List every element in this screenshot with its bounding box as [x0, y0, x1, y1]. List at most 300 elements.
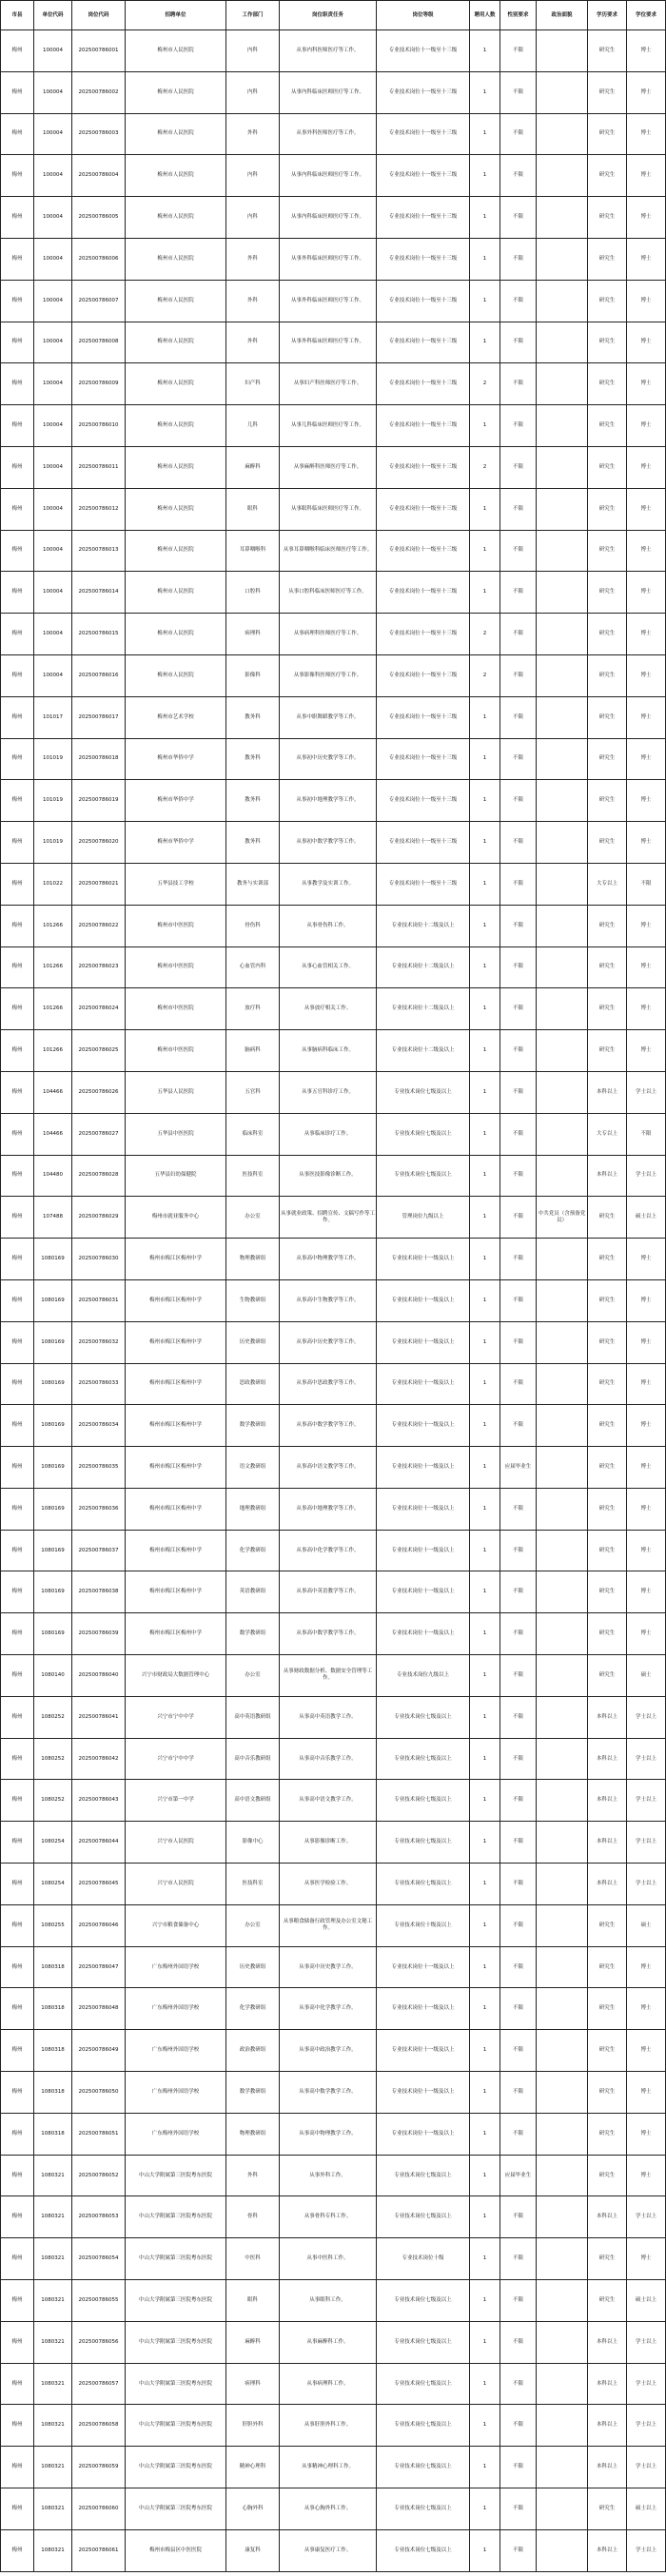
table-body	[1, 30, 666, 2572]
cell-gender: 不限	[500, 2363, 537, 2405]
table-row	[1, 572, 666, 614]
cell-unit-code: 1080169	[34, 1613, 72, 1655]
table-row	[1, 1738, 666, 1780]
cell-grade: 专业技术岗位十一级至十三级	[377, 696, 470, 738]
cell-gender: 不限	[500, 1738, 537, 1780]
cell-grade: 专业技术岗位十一级至十三级	[377, 446, 470, 488]
cell-degree: 博士	[627, 446, 666, 488]
cell-unit-code: 1080321	[34, 2321, 72, 2363]
cell-employer: 广东梅州外国语学校	[126, 2072, 226, 2114]
cell-headcount: 1	[470, 2280, 500, 2322]
cell-employer: 中山大学附属第三医院粤东医院	[126, 2447, 226, 2488]
cell-headcount: 1	[470, 572, 500, 614]
cell-duties: 从事高中化学教学工作。	[280, 1988, 377, 2030]
cell-unit-code: 101019	[34, 780, 72, 822]
cell-gender: 不限	[500, 1780, 537, 1822]
cell-political	[537, 280, 588, 322]
cell-political	[537, 1488, 588, 1530]
cell-employer: 广东梅州外国语学校	[126, 2113, 226, 2155]
cell-employer: 兴宁市人民医院	[126, 1822, 226, 1864]
table-row	[1, 322, 666, 363]
cell-city: 梅州	[1, 363, 34, 405]
cell-city: 梅州	[1, 2363, 34, 2405]
cell-gender: 不限	[500, 2030, 537, 2072]
cell-political	[537, 2280, 588, 2322]
table-row	[1, 446, 666, 488]
cell-employer: 五华县妇幼保健院	[126, 1155, 226, 1197]
cell-department: 麻醉科	[226, 2321, 280, 2363]
cell-position-code: 202500786027	[72, 1113, 126, 1155]
cell-education: 本科以上	[588, 2447, 627, 2488]
cell-gender: 不限	[500, 1488, 537, 1530]
cell-political	[537, 71, 588, 113]
cell-political	[537, 2072, 588, 2114]
table-row	[1, 822, 666, 864]
cell-position-code: 202500786018	[72, 738, 126, 780]
cell-grade: 专业技术岗位十一级及以上	[377, 1488, 470, 1530]
cell-grade: 专业技术岗位十一级至十三级	[377, 654, 470, 696]
cell-gender: 不限	[500, 1113, 537, 1155]
cell-headcount: 1	[470, 1363, 500, 1405]
cell-gender: 不限	[500, 405, 537, 447]
cell-position-code: 202500786010	[72, 405, 126, 447]
table-row	[1, 1988, 666, 2030]
cell-headcount: 1	[470, 1447, 500, 1489]
cell-political	[537, 654, 588, 696]
cell-gender: 不限	[500, 2447, 537, 2488]
cell-degree: 博士	[627, 30, 666, 72]
cell-education: 研究生	[588, 1655, 627, 1697]
cell-unit-code: 1080321	[34, 2488, 72, 2530]
cell-degree: 博士	[627, 946, 666, 988]
cell-employer: 兴宁市宁中中学	[126, 1738, 226, 1780]
cell-degree: 学士以上	[627, 1155, 666, 1197]
cell-gender: 不限	[500, 1904, 537, 1946]
cell-city: 梅州	[1, 1488, 34, 1530]
header-cell-city: 市县	[1, 1, 34, 30]
cell-political	[537, 530, 588, 572]
cell-unit-code: 1080321	[34, 2529, 72, 2571]
cell-unit-code: 100004	[34, 530, 72, 572]
cell-grade: 专业技术岗位十一级及以上	[377, 1946, 470, 1988]
cell-duties: 从事高中生物教学等工作。	[280, 1279, 377, 1321]
cell-city: 梅州	[1, 1363, 34, 1405]
cell-gender: 不限	[500, 488, 537, 530]
cell-grade: 专业技术岗位十一级及以上	[377, 2113, 470, 2155]
cell-headcount: 1	[470, 1696, 500, 1738]
cell-headcount: 1	[470, 238, 500, 280]
cell-employer: 梅州市中医医院	[126, 946, 226, 988]
cell-city: 梅州	[1, 2529, 34, 2571]
cell-education: 研究生	[588, 1197, 627, 1239]
cell-employer: 梅州市华侨中学	[126, 822, 226, 864]
cell-unit-code: 1080169	[34, 1279, 72, 1321]
cell-unit-code: 1080169	[34, 1321, 72, 1363]
cell-gender: 不限	[500, 654, 537, 696]
cell-political	[537, 863, 588, 905]
cell-political	[537, 1321, 588, 1363]
table-row	[1, 1571, 666, 1613]
cell-education: 研究生	[588, 530, 627, 572]
cell-education: 本科以上	[588, 2529, 627, 2571]
cell-political	[537, 363, 588, 405]
cell-department: 化学教研组	[226, 1988, 280, 2030]
cell-city: 梅州	[1, 1864, 34, 1905]
cell-political	[537, 488, 588, 530]
cell-gender: 不限	[500, 1321, 537, 1363]
cell-city: 梅州	[1, 2405, 34, 2447]
cell-education: 本科以上	[588, 1864, 627, 1905]
cell-degree: 硕士	[627, 1655, 666, 1697]
cell-headcount: 1	[470, 2196, 500, 2238]
cell-unit-code: 100004	[34, 30, 72, 72]
cell-education: 研究生	[588, 654, 627, 696]
cell-political	[537, 1696, 588, 1738]
cell-employer: 广东梅州外国语学校	[126, 1946, 226, 1988]
cell-education: 研究生	[588, 2155, 627, 2196]
cell-city: 梅州	[1, 1447, 34, 1489]
cell-position-code: 202500786024	[72, 988, 126, 1030]
cell-unit-code: 104466	[34, 1113, 72, 1155]
cell-department: 医技科室	[226, 1864, 280, 1905]
table-row	[1, 2113, 666, 2155]
cell-employer: 梅州市中医医院	[126, 988, 226, 1030]
cell-education: 研究生	[588, 322, 627, 363]
cell-position-code: 202500786051	[72, 2113, 126, 2155]
cell-duties: 从事高中思政教学等工作。	[280, 1363, 377, 1405]
cell-headcount: 1	[470, 1488, 500, 1530]
table-row	[1, 1113, 666, 1155]
cell-employer: 广东梅州外国语学校	[126, 1988, 226, 2030]
table-row	[1, 1447, 666, 1489]
cell-department: 脑病科	[226, 1030, 280, 1072]
cell-degree: 博士	[627, 822, 666, 864]
cell-city: 梅州	[1, 1155, 34, 1197]
cell-headcount: 1	[470, 780, 500, 822]
cell-political	[537, 822, 588, 864]
cell-gender: 不限	[500, 905, 537, 946]
cell-position-code: 202500786054	[72, 2238, 126, 2280]
cell-headcount: 1	[470, 1904, 500, 1946]
cell-education: 研究生	[588, 1946, 627, 1988]
cell-city: 梅州	[1, 1904, 34, 1946]
table-row	[1, 2030, 666, 2072]
cell-position-code: 202500786012	[72, 488, 126, 530]
header-cell-headcount: 聘用人数	[470, 1, 500, 30]
cell-unit-code: 100004	[34, 405, 72, 447]
cell-department: 肝胆外科	[226, 2405, 280, 2447]
cell-degree: 博士	[627, 1530, 666, 1571]
cell-education: 本科以上	[588, 1822, 627, 1864]
cell-degree: 学士以上	[627, 2529, 666, 2571]
cell-department: 影像科	[226, 654, 280, 696]
cell-degree: 学士以上	[627, 1071, 666, 1113]
cell-grade: 专业技术岗位七级及以上	[377, 2280, 470, 2322]
cell-employer: 梅州市人民医院	[126, 530, 226, 572]
cell-city: 梅州	[1, 30, 34, 72]
cell-department: 化学教研组	[226, 1530, 280, 1571]
cell-degree: 博士	[627, 155, 666, 197]
header-cell-unit-code: 单位代码	[34, 1, 72, 30]
table-row	[1, 2196, 666, 2238]
cell-education: 研究生	[588, 71, 627, 113]
cell-grade: 专业技术岗位七级及以上	[377, 1780, 470, 1822]
cell-city: 梅州	[1, 71, 34, 113]
cell-duties: 从事病理科医师医疗等工作。	[280, 614, 377, 655]
cell-duties: 从事初中历史教学等工作。	[280, 738, 377, 780]
table-row	[1, 1864, 666, 1905]
cell-department: 心胸外科	[226, 2488, 280, 2530]
cell-employer: 梅州市人民医院	[126, 446, 226, 488]
cell-gender: 不限	[500, 197, 537, 239]
cell-degree: 博士	[627, 322, 666, 363]
cell-headcount: 1	[470, 2113, 500, 2155]
header-cell-duties: 岗位职责任务	[280, 1, 377, 30]
cell-city: 梅州	[1, 946, 34, 988]
cell-headcount: 1	[470, 738, 500, 780]
cell-unit-code: 104480	[34, 1155, 72, 1197]
cell-education: 研究生	[588, 488, 627, 530]
cell-duties: 从事康复医疗工作。	[280, 2529, 377, 2571]
cell-department: 语文教研组	[226, 1447, 280, 1489]
cell-degree: 博士	[627, 1946, 666, 1988]
cell-political	[537, 1738, 588, 1780]
cell-gender: 不限	[500, 1655, 537, 1697]
cell-grade: 专业技术岗位十一级至十三级	[377, 530, 470, 572]
cell-headcount: 1	[470, 2030, 500, 2072]
cell-employer: 梅州市人民医院	[126, 197, 226, 239]
cell-grade: 专业技术岗位七级及以上	[377, 1822, 470, 1864]
cell-grade: 专业技术岗位十一级及以上	[377, 1530, 470, 1571]
cell-employer: 梅州市中医医院	[126, 1030, 226, 1072]
cell-city: 梅州	[1, 2113, 34, 2155]
cell-department: 物理教研组	[226, 1239, 280, 1280]
cell-education: 研究生	[588, 780, 627, 822]
table-row	[1, 780, 666, 822]
cell-employer: 梅州市人民医院	[126, 71, 226, 113]
cell-position-code: 202500786032	[72, 1321, 126, 1363]
cell-position-code: 202500786059	[72, 2447, 126, 2488]
cell-position-code: 202500786001	[72, 30, 126, 72]
cell-employer: 梅州市人民医院	[126, 654, 226, 696]
cell-degree: 博士	[627, 2113, 666, 2155]
cell-degree: 学士以上	[627, 2196, 666, 2238]
cell-headcount: 1	[470, 1571, 500, 1613]
cell-employer: 中山大学附属第三医院粤东医院	[126, 2321, 226, 2363]
cell-education: 研究生	[588, 572, 627, 614]
cell-duties: 从事外科医师医疗等工作。	[280, 113, 377, 155]
cell-grade: 专业技术岗位十一级及以上	[377, 1447, 470, 1489]
cell-city: 梅州	[1, 1655, 34, 1697]
cell-duties: 从事高中数学教学等工作。	[280, 1613, 377, 1655]
cell-position-code: 202500786036	[72, 1488, 126, 1530]
cell-duties: 从事脑病科临床工作。	[280, 1030, 377, 1072]
cell-position-code: 202500786015	[72, 614, 126, 655]
cell-position-code: 202500786009	[72, 363, 126, 405]
cell-gender: 应届毕业生	[500, 2155, 537, 2196]
cell-duties: 从事高中地理教学等工作。	[280, 1488, 377, 1530]
cell-position-code: 202500786025	[72, 1030, 126, 1072]
cell-city: 梅州	[1, 1613, 34, 1655]
cell-education: 研究生	[588, 1279, 627, 1321]
cell-duties: 从事内科医师医疗等工作。	[280, 30, 377, 72]
cell-gender: 不限	[500, 1197, 537, 1239]
cell-city: 梅州	[1, 614, 34, 655]
cell-unit-code: 100004	[34, 614, 72, 655]
cell-city: 梅州	[1, 1696, 34, 1738]
cell-education: 研究生	[588, 1988, 627, 2030]
cell-unit-code: 1080252	[34, 1738, 72, 1780]
cell-position-code: 202500786016	[72, 654, 126, 696]
cell-duties: 从事眼科临床医师医疗等工作。	[280, 488, 377, 530]
cell-grade: 专业技术岗位七级及以上	[377, 1864, 470, 1905]
cell-employer: 梅州市人民医院	[126, 363, 226, 405]
cell-headcount: 1	[470, 1197, 500, 1239]
cell-city: 梅州	[1, 1780, 34, 1822]
cell-employer: 五华县人民医院	[126, 1071, 226, 1113]
cell-department: 办公室	[226, 1197, 280, 1239]
cell-education: 本科以上	[588, 1071, 627, 1113]
cell-degree: 博士	[627, 238, 666, 280]
cell-headcount: 1	[470, 197, 500, 239]
cell-position-code: 202500786007	[72, 280, 126, 322]
cell-department: 麻醉科	[226, 446, 280, 488]
cell-department: 内科	[226, 30, 280, 72]
cell-gender: 不限	[500, 1988, 537, 2030]
cell-grade: 专业技术岗位十一级及以上	[377, 1321, 470, 1363]
cell-position-code: 202500786050	[72, 2072, 126, 2114]
cell-degree: 博士	[627, 363, 666, 405]
table-row	[1, 30, 666, 72]
cell-gender: 不限	[500, 2321, 537, 2363]
cell-unit-code: 1080169	[34, 1239, 72, 1280]
cell-degree: 学士以上	[627, 1738, 666, 1780]
cell-unit-code: 1080318	[34, 2072, 72, 2114]
cell-political	[537, 155, 588, 197]
cell-unit-code: 100004	[34, 71, 72, 113]
cell-degree: 不限	[627, 1113, 666, 1155]
cell-position-code: 202500786035	[72, 1447, 126, 1489]
cell-gender: 不限	[500, 572, 537, 614]
cell-position-code: 202500786057	[72, 2363, 126, 2405]
cell-duties: 从事高中政治教学工作。	[280, 2030, 377, 2072]
cell-gender: 不限	[500, 1696, 537, 1738]
cell-political	[537, 1239, 588, 1280]
cell-city: 梅州	[1, 2196, 34, 2238]
cell-unit-code: 1080169	[34, 1363, 72, 1405]
cell-department: 临床科室	[226, 1113, 280, 1155]
cell-headcount: 1	[470, 30, 500, 72]
cell-degree: 学士以上	[627, 1822, 666, 1864]
cell-department: 内科	[226, 71, 280, 113]
cell-unit-code: 100004	[34, 280, 72, 322]
cell-political	[537, 2321, 588, 2363]
cell-grade: 专业技术岗位七级及以上	[377, 1155, 470, 1197]
cell-headcount: 1	[470, 2072, 500, 2114]
cell-headcount: 1	[470, 1613, 500, 1655]
cell-gender: 不限	[500, 2113, 537, 2155]
cell-unit-code: 100004	[34, 155, 72, 197]
table-row	[1, 2405, 666, 2447]
cell-political	[537, 1946, 588, 1988]
cell-degree: 博士	[627, 405, 666, 447]
cell-grade: 专业技术岗位七级及以上	[377, 1071, 470, 1113]
cell-degree: 博士	[627, 113, 666, 155]
cell-political	[537, 1279, 588, 1321]
table-row	[1, 71, 666, 113]
cell-education: 研究生	[588, 1613, 627, 1655]
cell-grade: 专业技术岗位七级及以上	[377, 2488, 470, 2530]
cell-position-code: 202500786003	[72, 113, 126, 155]
cell-department: 办公室	[226, 1904, 280, 1946]
cell-position-code: 202500786033	[72, 1363, 126, 1405]
cell-employer: 中山大学附属第三医院粤东医院	[126, 2280, 226, 2322]
cell-duties: 从事高中英语教学等工作。	[280, 1571, 377, 1613]
cell-grade: 专业技术岗位十级	[377, 2238, 470, 2280]
cell-city: 梅州	[1, 863, 34, 905]
cell-city: 梅州	[1, 1239, 34, 1280]
cell-education: 研究生	[588, 1239, 627, 1280]
table-row	[1, 1071, 666, 1113]
cell-department: 骨科	[226, 2196, 280, 2238]
cell-degree: 博士	[627, 988, 666, 1030]
table-row	[1, 1405, 666, 1447]
cell-employer: 梅州市华侨中学	[126, 738, 226, 780]
cell-position-code: 202500786023	[72, 946, 126, 988]
cell-unit-code: 101019	[34, 738, 72, 780]
cell-department: 眼科	[226, 2280, 280, 2322]
cell-employer: 梅州市梅江区梅州中学	[126, 1363, 226, 1405]
cell-unit-code: 101266	[34, 946, 72, 988]
cell-headcount: 1	[470, 1988, 500, 2030]
cell-headcount: 1	[470, 1822, 500, 1864]
table-row	[1, 1321, 666, 1363]
cell-duties: 从事初中地理教学等工作。	[280, 780, 377, 822]
cell-city: 梅州	[1, 1071, 34, 1113]
cell-department: 外科	[226, 238, 280, 280]
cell-duties: 从事外科临床医师医疗等工作。	[280, 322, 377, 363]
cell-unit-code: 1080321	[34, 2447, 72, 2488]
table-row	[1, 197, 666, 239]
cell-political	[537, 2155, 588, 2196]
cell-duties: 从事骨伤科工作。	[280, 905, 377, 946]
table-row	[1, 738, 666, 780]
cell-position-code: 202500786013	[72, 530, 126, 572]
cell-degree: 博士	[627, 280, 666, 322]
cell-city: 梅州	[1, 1113, 34, 1155]
cell-department: 高中音乐教研组	[226, 1738, 280, 1780]
cell-headcount: 1	[470, 905, 500, 946]
cell-political	[537, 2196, 588, 2238]
cell-department: 精神心理科	[226, 2447, 280, 2488]
table-row	[1, 530, 666, 572]
cell-unit-code: 1080321	[34, 2196, 72, 2238]
cell-department: 影像中心	[226, 1822, 280, 1864]
cell-education: 研究生	[588, 238, 627, 280]
cell-position-code: 202500786029	[72, 1197, 126, 1239]
cell-grade: 专业技术岗位十一级至十三级	[377, 322, 470, 363]
cell-education: 研究生	[588, 1405, 627, 1447]
cell-duties: 从事心胸外科工作。	[280, 2488, 377, 2530]
cell-unit-code: 1080169	[34, 1447, 72, 1489]
cell-headcount: 1	[470, 488, 500, 530]
cell-duties: 从事耳鼻咽喉科临床医师医疗等工作。	[280, 530, 377, 572]
table-row	[1, 1655, 666, 1697]
cell-political	[537, 905, 588, 946]
table-row	[1, 1279, 666, 1321]
cell-duties: 从事就业政策、招聘宣传、文稿写作等工作。	[280, 1197, 377, 1239]
cell-headcount: 1	[470, 155, 500, 197]
